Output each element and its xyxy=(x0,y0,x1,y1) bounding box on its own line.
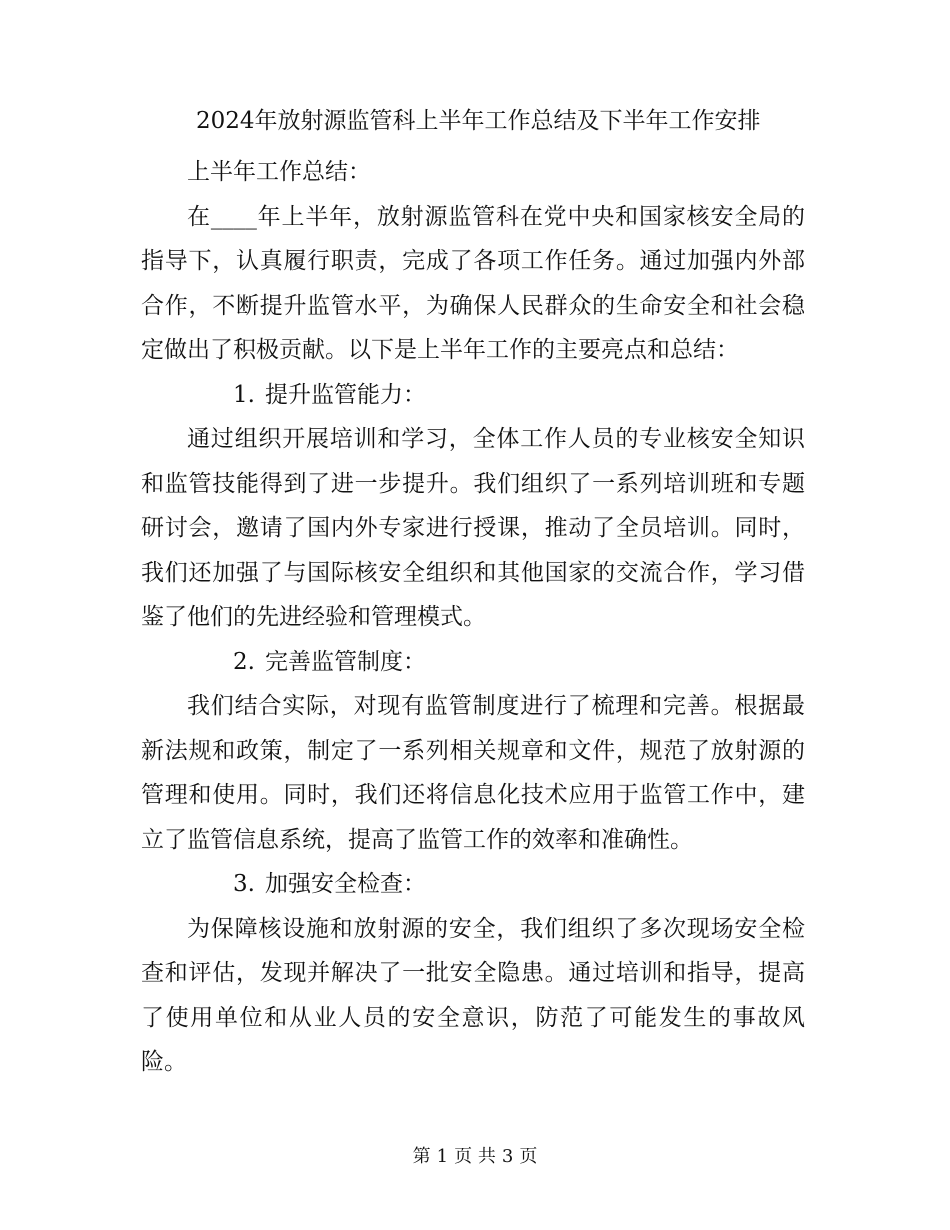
item-number: 2. xyxy=(233,648,255,675)
section-heading: 上半年工作总结： xyxy=(187,159,371,185)
item-body-1: 通过组织开展培训和学习，全体工作人员的专业核安全知识和监管技能得到了进一步提升。我们组织了一系列培训班和专题研讨会，邀请了国内外专家进行授课，推动了全员培训。同时，我们还加强了与国际核安全组织和其他国家的交流合作，学习借鉴了他们的先进经验和管理模式。 xyxy=(141,426,805,630)
item-number: 1. xyxy=(233,381,255,408)
item-number: 3. xyxy=(233,871,255,897)
footer-prefix: 第 xyxy=(412,1146,431,1167)
item-heading-2 xyxy=(141,640,805,685)
item-body-2: 我们结合实际，对现有监管制度进行了梳理和完善。根据最新法规和政策，制定了一系列相关规章和文件，规范了放射源的管理和使用。同时，我们还将信息化技术应用于监管工作中，建立了监管信息系统，提高了监管工作的效率和准确性。 xyxy=(141,693,805,853)
item-heading-text: 加强安全检查： xyxy=(264,871,426,897)
item-heading-3 xyxy=(141,862,805,907)
item-heading-1 xyxy=(141,373,805,418)
footer-middle: 页 共 xyxy=(454,1146,496,1167)
footer-suffix: 页 xyxy=(519,1146,538,1167)
item-heading-text: 提升监管能力： xyxy=(264,381,426,408)
page-footer xyxy=(0,1142,950,1172)
item-heading-text: 完善监管制度： xyxy=(264,648,426,675)
footer-total-pages: 3 xyxy=(501,1146,514,1167)
document-title: 2024年放射源监管科上半年工作总结及下半年工作安排 xyxy=(196,108,761,134)
footer-page-number: 1 xyxy=(436,1146,449,1167)
document-body xyxy=(141,150,805,1085)
item-body-3: 为保障核设施和放射源的安全，我们组织了多次现场安全检查和评估，发现并解决了一批安全隐患。通过培训和指导，提高了使用单位和从业人员的安全意识，防范了可能发生的事故风险。 xyxy=(141,915,805,1075)
intro-paragraph: 在____年上半年，放射源监管科在党中央和国家核安全局的指导下，认真履行职责，完成了各项工作任务。通过加强内外部合作，不断提升监管水平，为确保人民群众的生命安全和社会稳定做出了积极贡献。以下是上半年工作的主要亮点和总结： xyxy=(141,203,805,363)
